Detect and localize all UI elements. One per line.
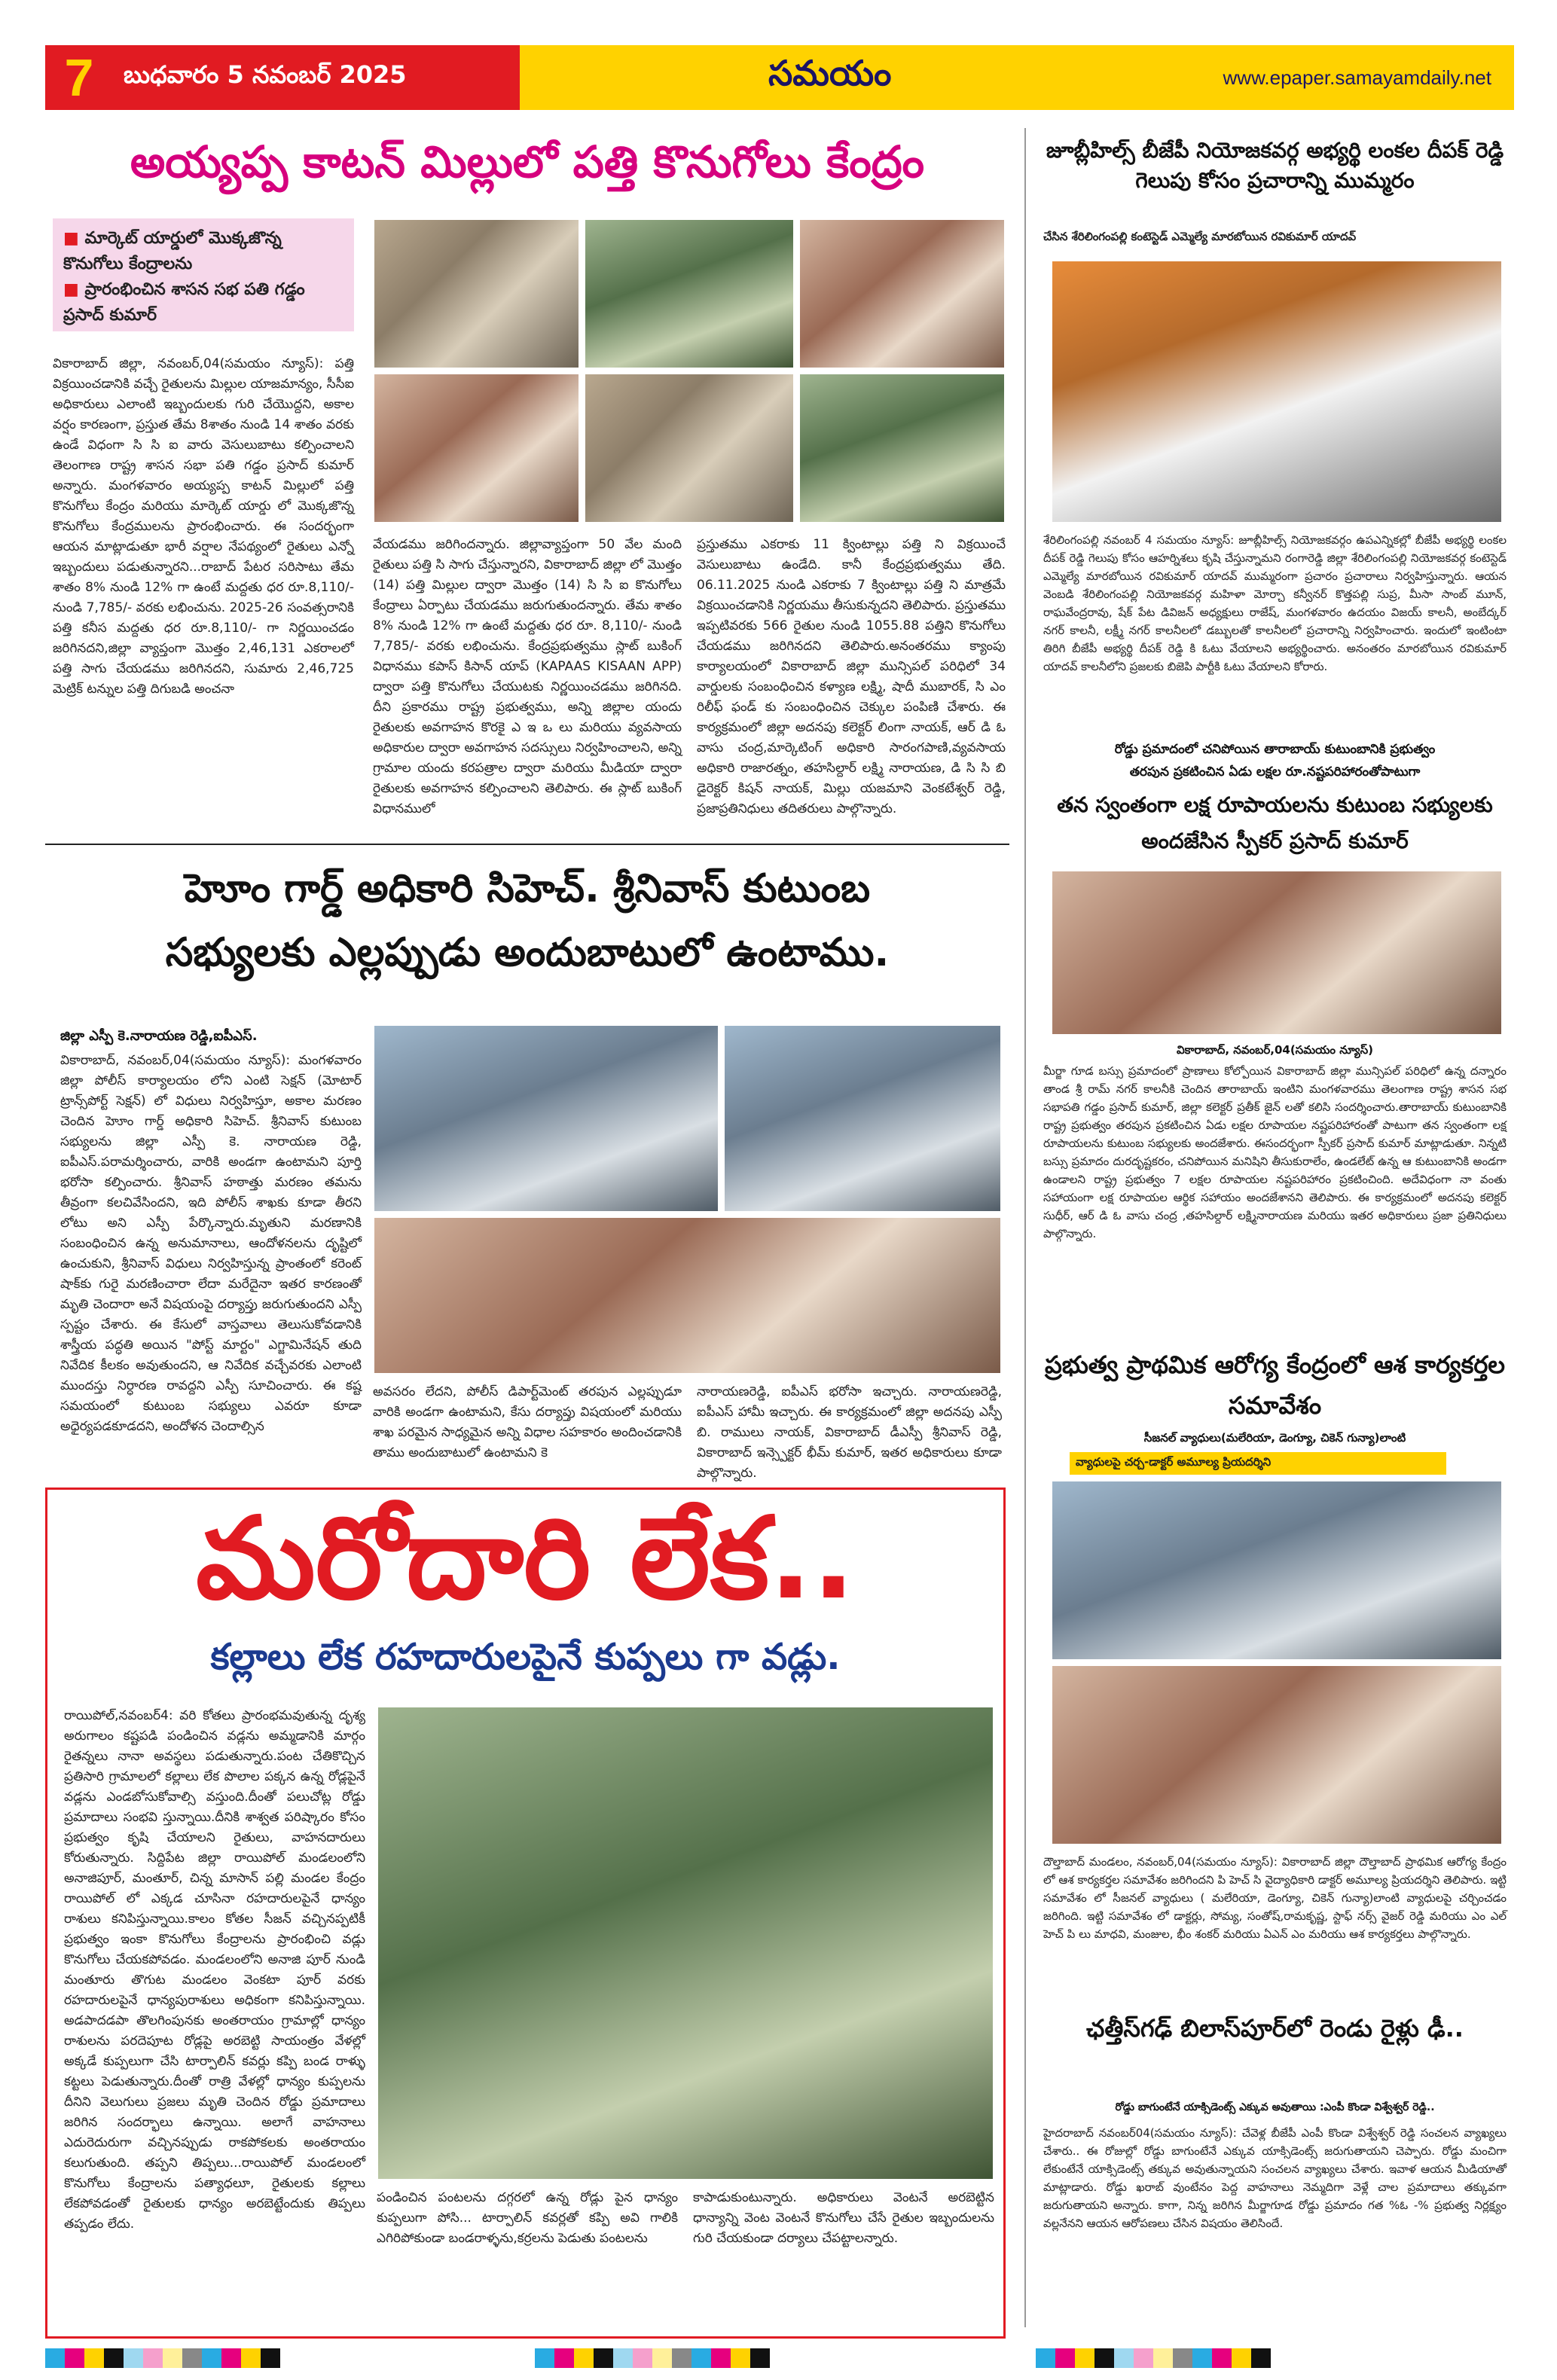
story2-headline-line1: హెూం గార్డ్ అధికారి సిహెచ్. శ్రీనివాస్ కుటుంబ [184,866,871,911]
color-registration-bar-right [1036,2348,1503,2368]
story1-bullets [53,218,354,331]
issue-date: బుధవారం 5 నవంబర్ 2025 [124,60,407,89]
story3-road-photo [377,1706,994,2180]
story1-photo-1 [373,218,580,369]
story1-headline: అయ్యప్ప కాటన్ మిల్లులో పత్తి కొనుగోలు కేంద్రం [130,136,925,188]
side1-headline: జూబ్లీహిల్స్ బీజేపీ నియోజకవర్గ అభ్యర్థి లంకల దీపక్ రెడ్డి గెలుపు కోసం ప్రచారాన్ని ముమ్మరం [1046,138,1504,193]
masthead-title: సమయం [768,53,892,93]
side4-headline: ఛత్తీస్‌గఢ్ బిలాస్‌పూర్‌లో రెండు రైళ్లు ఢీ.. [1086,2014,1464,2043]
side1-photo [1051,260,1503,523]
story2-byline: జిల్లా ఎస్పీ కె.నారాయణ రెడ్డి,ఐపీఎస్. [60,1028,258,1044]
side4-kicker: రోడ్డు బాగుంటేనే యాక్సిడెంట్స్ ఎక్కువ అవుతాయి :ఎంపీ కొండా విశ్వేశ్వర్ రెడ్డి.. [1115,2101,1435,2113]
story2-column-2: అవసరం లేదని, పోలీస్ డిపార్ట్‌మెంట్ తరపున ఎల్లప్పుడూ వారికి అండగా ఉంటామని, కేసు దర్యాప్తు విషయంలో మరియు శాఖ పరమైన సాధ్యమైన అన్ని విధాల సహకారం అందించడానికి తాము అందుబాటులో ఉంటామని కె [373,1384,682,1460]
story1-photo-2 [584,218,795,369]
side3-body: దౌల్తాబాద్ మండలం, నవంబర్,04(సమయం న్యూస్): వికారాబాద్ జిల్లా దౌల్తాబాద్ ప్రాథమిక ఆరోగ్య కేంద్రం లో ఆశ కార్యకర్తల సమావేశం జరిగిందని పి హెచ్ సి వైద్యాధికారి డాక్టర్ అమూల్య ప్రియదర్శిని తెలిపారు. ఇట్టి సమావేశం లో సీజనల్ వ్యాధులు ( మలేరియా, డెంగ్యూ, చికెన్ గున్యా)లాంటి వ్యాధులపై చర్చించడం జరిగింది. ఇట్టి సమావేశం లో డాక్టర్లు, సోమ్య, సంతోష్,రామకృష్ణ, స్టాఫ్ నర్స్ వైజర్ రెడ్డి మరియు ఎం ఎల్ హెచ్ పి లు మాధవి, మంజుల, భీం శంకర్ మరియు ఏఎన్ ఎం మరియు ఆశ కార్యకర్తలు పాల్గొన్నారు. [1043,1855,1507,1941]
story2-column-3: నారాయణరెడ్డి, ఐపీఎస్ భరోసా ఇచ్చారు. నారాయణరెడ్డి, ఐపీఎస్ హామీ ఇచ్చారు. ఈ కార్యక్రమంలో జిల్లా అదనపు ఎస్పీ బి. రాములు నాయక్, వికారాబాద్ డీఎస్పీ శ్రీనివాస్ రెడ్డి, వికారాబాద్ ఇన్స్పెక్టర్ భీమ్ కుమార్, ఇతర అధికారులు కూడా పాల్గొన్నారు. [697,1384,1002,1481]
divider [45,844,1009,845]
story1-bullet-2: ■ ప్రారంభించిన శాసన సభ పతి గడ్డం ప్రసాద్ కుమార్ [63,277,343,328]
story2-photo-1 [373,1024,719,1213]
story1-photo-4 [373,373,580,523]
side2-photo [1051,870,1503,1036]
side1-kicker: చేసిన శేరిలింగంపల్లి కంటెస్టెడ్ ఎమ్మెల్యే మారబోయిన రవికుమార్ యాదవ్ [1043,230,1357,243]
side2-kicker-1: రోడ్డు ప్రమాదంలో చనిపోయిన తారాబాయ్ కుటుంబానికి ప్రభుత్వం [1114,742,1436,757]
story3-column-3: కాపాడుకుంటున్నారు. అధికారులు వెంటనే అరబెట్టిన ధాన్యాన్ని వెంట వెంటనే కొనుగోలు చేసే రైతుల ఇబ్బందులను గురి చేయకుండా దర్యాలు చేపట్టాలన్నారు. [693,2190,994,2246]
sidebar-divider [1024,128,1026,2327]
side2-kicker-2: తరపున ప్రకటించిన ఏడు లక్షల రూ.నష్టపరిహారంతోపాటుగా [1129,764,1421,780]
story1-photo-3 [798,218,1006,369]
story1-column-2: వేయడము జరిగిందన్నారు. జిల్లావ్యాప్తంగా 50 వేల మంది రైతులు పత్తి సి సాగు చేస్తున్నారని, వికారాబాద్ జిల్లా లో మొత్తం (14) పత్తి మిల్లుల ద్వారా మొత్తం (14) సి సి ఐ కొనుగోలు కేంద్రాలు ఏర్పాటు చేయడము జరుగుతుందన్నారు. తేమ శాతం 8% నుండి 12% గా ఉంటే మద్దతు ధర రూ. 8,110/- నుండి 7,785/- వరకు లభించును. కేంద్రప్రభుత్వము స్లాట్ బుకింగ్ విధానము కపాస్ కిసాన్ యాప్ (KAPAAS KISAAN APP) ద్వారా పత్తి కొనుగోలు చేయుటకు నిర్ణయించడము జరిగినది. దీని ప్రకారము రాష్ట్ర ప్రభుత్వము, అన్ని జిల్లాల యందు రైతులకు అవగాహన కొరకై ఎ ఇ ఒ లు మరియు వ్యవసాయ అధికారుల ద్వారా అవగాహన సదస్సులు నిర్వహించాలని, అన్ని గ్రామాల యందు కరపత్రాల ద్వారా మరియు మీడియా ద్వారా రైతులకు అవగాహన కల్పించాలని తెలిపారు. ఈ స్లాట్ బుకింగ్ విధానములో [373,537,682,816]
story1-photo-6 [798,373,1006,523]
story1-column-3: ప్రస్తుతము ఎకరాకు 11 క్వింటాల్లు పత్తి ని విక్రయించే వెసులుబాటు ఉండేది. కానీ కేంద్రప్రభుత్వము తేది. 06.11.2025 నుండి ఎకరాకు 7 క్వింటాల్లు పత్తి ని మాత్రమే విక్రయించడానికి నిర్ణయము తీసుకున్నదని తెలిపారు. ప్రస్తుతము ఇప్పటివరకు 566 రైతుల నుండి 1055.88 పత్తిని కొనుగోలు చేయడము జరిగినదని తెలిపారు.అనంతరము క్యాంపు కార్యాలయంలో వికారాబాద్ జిల్లా మున్సిపల్ పరిధిలో 34 వార్డులకు సంబంధించిన కళ్యాణ లక్ష్మి, షాదీ ముబారక్, సి ఎం రిలీఫ్ ఫండ్ కు సంబంధించిన చెక్కుల పంపిణి చేశారు. ఈ కార్యక్రమంలో జిల్లా అదనపు కలెక్టర్ లింగా నాయక్, ఆర్ డి ఓ వాసు చంద్ర,మార్కెటింగ్ అధికారి సారంగపాణి,వ్యవసాయ అధికారి రాజారత్నం, తహసిల్దార్ లక్ష్మి నారాయణ, డి సి సి బి డైరెక్టర్ కిషన్ నాయక్, మిల్లు యజమాని వెంకటేశ్వర్ రెడ్డి, ప్రజాప్రతినిధులు తదితరులు పాల్గొన్నారు. [697,537,1006,816]
story1-column-1: వికారాబాద్ జిల్లా, నవంబర్,04(సమయం న్యూస్): పత్తి విక్రయించడానికి వచ్చే రైతులను మిల్లుల యాజమాన్యం, సీసీఐ అధికారులు ఎలాంటి ఇబ్బందులకు గురి చేయొద్దని, అకాల వర్షం కారణంగా, ప్రస్తుత తేమ 8శాతం నుండి 14 శాతం వరకు ఉండే విధంగా సి సి ఐ వారు వెసులుబాటు కల్పించాలని తెలంగాణ రాష్ట్ర శాసన సభా పతి గడ్డం ప్రసాద్ కుమార్ అన్నారు. మంగళవారం అయ్యప్ప కాటన్ మిల్లులో పత్తి కొనుగోలు కేంద్రం మరియు మార్కెట్ యార్డు లో మొక్కజొన్న కొనుగోలు కేంద్రములను ప్రారంభించారు. ఈ సందర్భంగా ఆయన మాట్లాడుతూ భారీ వర్షాల నేపథ్యంలో రైతులు ఎన్నో ఇబ్బందులు పడుతున్నారని...రాబాద్ పేటర సరిసాటు తేమ శాతం 8% నుండి 12% గా ఉంటే మద్దతు ధర రూ.8,110/- నుండి 7,785/- వరకు లభించును. 2025-26 సంవత్సరానికి పత్తి కనీస మద్దతు ధర రూ.8,110/- గా నిర్ణయించడం జరిగినదని,జిల్లా వ్యాప్తంగా మొత్తం 2,46,131 ఎకరాలలో పత్తి సాగు చేయడము జరిగినదని, సుమారు 2,46,725 మెట్రిక్ టన్నుల పత్తి దిగుబడి అంచనా [53,356,354,697]
story2-headline-line2: సభ్యులకు ఎల్లప్పుడు అందుబాటులో ఉంటాము. [165,930,890,975]
masthead-bar [520,45,1514,110]
side3-kicker-1: సీజనల్ వ్యాధులు(మలేరియా, డెంగ్యూ, చికెన్ గున్యా)లాంటి [1143,1431,1406,1445]
header-date-bar [45,45,527,110]
story3-column-2: పండించిన పంటలను దగ్గరలో ఉన్న రోడ్లు పైన ధాన్యం కుప్పలుగా పోసి... టార్పాలిన్ కవర్లతో కప్పి అవి గాలికి ఎగిరిపోకుండా బండరాళ్ళను,కర్రలను పెడుతు పంటలను [377,2190,678,2246]
page-number: 7 [45,45,113,110]
side3-photo-1 [1051,1480,1503,1661]
story3-subheadline: కల్లాలు లేక రహదారులపైనే కుప్పలు గా వడ్లు. [210,1636,841,1678]
story3-column-1: రాయిపోల్,నవంబర్4: వరి కోతలు ప్రారంభమవుతున్న దృశ్య అరుగాలం కష్టపడి పండించిన వడ్లను అమ్మడానికి మార్గం రైతన్నలు నానా అవస్థలు పడుతున్నారు.పంట చేతికొచ్చిన ప్రతిసారి గ్రామాలలో కల్లాలు లేక పొలాల పక్కన ఉన్న రోడ్లపైనే వడ్లను ఎండబోసుకోవాల్సి వస్తుంది.దీంతో పలుచోట్ల రోడ్డు ప్రమాదాలు సంభవి స్తున్నాయి.దీనికి శాశ్వత పరిష్కారం కోసం ప్రభుత్వం కృషి చేయాలని రైతులు, వాహనదారులు కోరుతున్నారు. సిద్దిపేట జిల్లా రాయిపోల్ మండలంలోని అనాజిపూర్, మంతూర్, చిన్న మాసాన్ పల్లి మండల కేంద్రం రాయిపోల్ లో ఎక్కడ చూసినా రహదారులపైనే ధాన్యం రాశులు కనిపిస్తున్నాయి.కాలం కోతల సీజన్ వచ్చినప్పటికీ ప్రభుత్వం ఇంకా కొనుగోలు కేంద్రాలను ప్రారంభించి వడ్లు కొనుగోలు చేయకపోవడం. మండలంలోని అనాజి పూర్ నుండి మంతూరు తొగుట మండలం వెంకటా పూర్ వరకు రహదారులపైనే ధాన్యపురాశులు అధికంగా కనిపిస్తున్నాయి. అడపాదడపా తొలగింపునకు అంతరాయం గ్రామాల్లో ధాన్యం రాశులను పరదెపూట రోడ్లపై అరబెట్టి సాయంత్రం వేళల్లో అక్కడే కుప్పలుగా చేసి టార్పాలిన్ కవర్లు కప్పి బండ రాళ్ళు కట్టలు పెడుతున్నారు.దీంతో రాత్రి వేళల్లో ధాన్యం కుప్పలను దీనిని వెలుగులు ప్రజలు మృతి చెందిన రోడ్డు ప్రమాదాలు జరిగిన సందర్భాలు ఉన్నాయి. అలాగే వాహనాలు ఎదురెదురుగా వచ్చినప్పుడు రాకపోకలకు అంతరాయం కలుగుతుంది. తప్పని తిప్పలు...రాయిపోల్ మండలంలో కొనుగోలు కేంద్రాలను పత్యాధలూ, రైతులకు కల్లాలు లేకపోవడంతో రైతులకు ధాన్యం అరబెట్టేందుకు తిప్పలు తప్పడం లేదు. [64,1708,365,2232]
story2-photo-2 [723,1024,1002,1213]
story1-bullet-1: ■ మార్కెట్ యార్డులో మొక్కజొన్న కొనుగోలు కేంద్రాలను [63,226,343,277]
side2-body: మీర్జా గూడ బస్సు ప్రమాదంలో ప్రాణాలు కోల్పోయిన వికారాబాద్ జిల్లా మున్సిపల్ పరిధిలో ఉన్న దన్నారం తాండ శ్రీ రామ్ నగర్ కాలనీకి చెందిన తారాబాయ్ ఇంటిని మంగళవారము తెలంగాణ రాష్ట్ర శాసన సభ సభాపతి గడ్డం ప్రసాద్ కుమార్, జిల్లా కలెక్టర్ ప్రతీక్ జైన్ లతో కలిసి సందర్శించారు.తారాబాయ్ కుటుంబానికి రాష్ట్ర ప్రభుత్వం తరపున ప్రకటించిన ఏడు లక్షల రూపాయల నష్టపరిహారంతో పాటుగా తన స్వంతంగా లక్ష రూపాయలను కుటుంబ సభ్యులకు అందజేశారు. ఈసందర్భంగా స్పీకర్ ప్రసాద్ కుమార్ మాట్లాడుతూ. నిన్నటి బస్సు ప్రమాదం దురదృష్టకరం, చనిపోయిన మనిషిని తీసుకురాలేం, ఉండలేట్ ఉన్న ఆ కుటుంబానికి అండగా ఉండాలని రాష్ట్ర ప్రభుత్వం 7 లక్షల రూపాయల నష్టపరిహారం ప్రకటించింది. అదేవిధంగా నా వంతు సహాయంగా లక్ష రూపాయల ఆర్థిక సహాయం అందజేశానని తెలిపారు. ఈ కార్యక్రమంలో అదనపు కలెక్టర్ సుధీర్, ఆర్ డి ఓ వాసు చంద్ర ,తహసిల్దార్ లక్ష్మినారాయణ మరియు ఇతర అధికారులు ప్రజా ప్రతినిధులు పాల్గొన్నారు. [1043,1064,1507,1240]
side4-body: హైదరాబాద్ నవంబర్04(సమయం న్యూస్): చేవెళ్ల బీజేపీ ఎంపీ కొండా విశ్వేశ్వర్ రెడ్డి సంచలన వ్యాఖ్యలు చేశారు.. ఈ రోజుల్లో రోడ్డు బాగుంటేనే ఎక్కువ యాక్సిడెంట్స్ జరుగుతాయని చెప్పారు. రోడ్డు మంచిగా లేకుంటేనే యాక్సిడెంట్స్ తక్కువ అవుతున్నాయని సంచలన వ్యాఖ్యలు చేశారు. ఇవాళ ఆయన మీడియాతో మాట్లాడారు. రోడ్డు ఖరాబ్ వుంటేనం పెద్ద వాహనాలు నెమ్మదిగా వెళ్లే చాల ప్రమాదాలు తక్కువగా జరుగుతాయని అన్నారు. కాగా, నిన్న జరిగిన మీర్జాగూడ రోడ్డు ప్రమాదం గత %ఓ -% ప్రభుత్వ నిర్లక్ష్యం వల్లనేనని ఆయన ఆరోపణలు చేసిన విషయం తెలిసిందే. [1043,2126,1507,2230]
side1-body: శేరిలింగంపల్లి నవంబర్ 4 సమయం న్యూస్: జూబ్లీహిల్స్ నియోజకవర్గం ఉపఎన్నికల్లో బీజేపీ అభ్యర్థి లంకల దీపక్ రెడ్డి గెలుపు కోసం ఆహర్నిశలు కృషి చేస్తున్నామని రంగారెడ్డి జిల్లా శేరిలింగంపల్లి నియోజకవర్గ కంటెస్టెడ్ ఎమ్మెల్యే మారబోయిన రవికుమార్ యాదవ్ ముమ్మరంగా ప్రచారం ప్రచారాలు నిర్వహిస్తున్నారు. ఆయన వెంబడి శేరిలింగంపల్లి నియోజకవర్గ మహిళా మోర్చా కన్వీనర్ కొత్తపల్లి సుప్ర, మీసా సాంబ్ మూన్, రాఘవేంద్రరావు, షేక్ పేట డివిజన్ అధ్యక్షులు రాజేష్, మంగళవారం ఉదయం విజయ్ కాలనీ, అంబేద్కర్ నగర్ కాలనీ, లక్ష్మీ నగర్ కాలనీలలో డబ్బులతో కాలనీలలో ప్రచారాన్ని నిర్వహించారు. ఇందులో ఇంటింటా తిరిగి బీజేపీ అభ్యర్థి దీపక్ రెడ్డి కి ఓటు వేయాలని అభ్యర్థించారు. అనంతరం మారబోయిన రవికుమార్ యాదవ్ కాలనీలోని ప్రజలకు బిజెపి పార్టీకి ఓటు వేయాలని కోరారు. [1043,533,1507,673]
side3-kicker-2: వ్యాధులపై చర్చ-డాక్టర్ అమూల్య ప్రియదర్శిని [1070,1452,1446,1475]
side2-headline: తన స్వంతంగా లక్ష రూపాయలను కుటుంబ సభ్యులకు అందజేసిన స్పీకర్ ప్రసాద్ కుమార్ [1057,792,1493,853]
color-registration-bar-left [45,2348,512,2368]
side2-dateline: వికారాబాద్, నవంబర్,04(సమయం న్యూస్) [1176,1043,1373,1057]
story2-photo-3 [373,1216,1002,1375]
side3-photo-2 [1051,1664,1503,1845]
color-registration-bar-center [535,2348,1002,2368]
story2-column-1: వికారాబాద్, నవంబర్,04(సమయం న్యూస్): మంగళవారం జిల్లా పోలీస్ కార్యాలయం లోని ఎంటి సెక్షన్ (మోటార్ ట్రాన్స్‌పోర్ట్ సెక్షన్) లో విధులు నిర్వహిస్తూ, అకాల మరణం చెందిన హెూం గార్డ్ అధికారి సిహెచ్. శ్రీనివాస్ కుటుంబ సభ్యులను జిల్లా ఎస్పీ కె. నారాయణ రెడ్డి, ఐపీఎస్.పరామర్శించారు, వారికి అండగా ఉంటామని పూర్తి భరోసా కల్పించారు. శ్రీనివాస్ హఠాత్తు మరణం తమను తీవ్రంగా కలచివేసిందని, ఇది పోలీస్ శాఖకు కూడా తీరని లోటు అని ఎస్పీ పేర్కొన్నారు.మృతుని మరణానికి సంబంధించిన ఉన్న అనుమానాలు, ఆందోళనలను దృష్టిలో ఉంచుకుని, శ్రీనివాస్ విధులు నిర్వహిస్తున్న ప్రాంతంలో కరెంట్ షాక్‌కు గురై మరణించారా లేదా మరేదైనా ఇతర కారణంతో మృతి చెందారా అనే విషయంపై దర్యాప్తు జరుగుతుందని ఎస్పీ స్పష్టం చేశారు. ఈ కేసులో వాస్తవాలు తెలుసుకోవడానికి శాస్త్రీయ పద్ధతి అయిన "పోస్ట్ మార్టం" ఎగ్జామినేషన్ తుది నివేదిక కీలకం అవుతుందని, ఆ నివేదిక వచ్చేవరకు ఎలాంటి ముందస్తు నిర్ధారణ రావద్దని ఎస్పీ సూచించారు. ఈ కష్ట సమయంలో కుటుంబ సభ్యులు ఎవరూ కూడా అధైర్యపడకూడదని, అందోళన చెందాల్సిన [60,1053,362,1434]
website-link[interactable]: www.epaper.samayamdaily.net [1223,66,1491,89]
side3-headline: ప్రభుత్వ ప్రాథమిక ఆరోగ్య కేంద్రంలో ఆశ కార్యకర్తల సమావేశం [1044,1350,1505,1420]
story1-photo-5 [584,373,795,523]
story3-headline: మరోదారి లేక.. [196,1494,855,1625]
